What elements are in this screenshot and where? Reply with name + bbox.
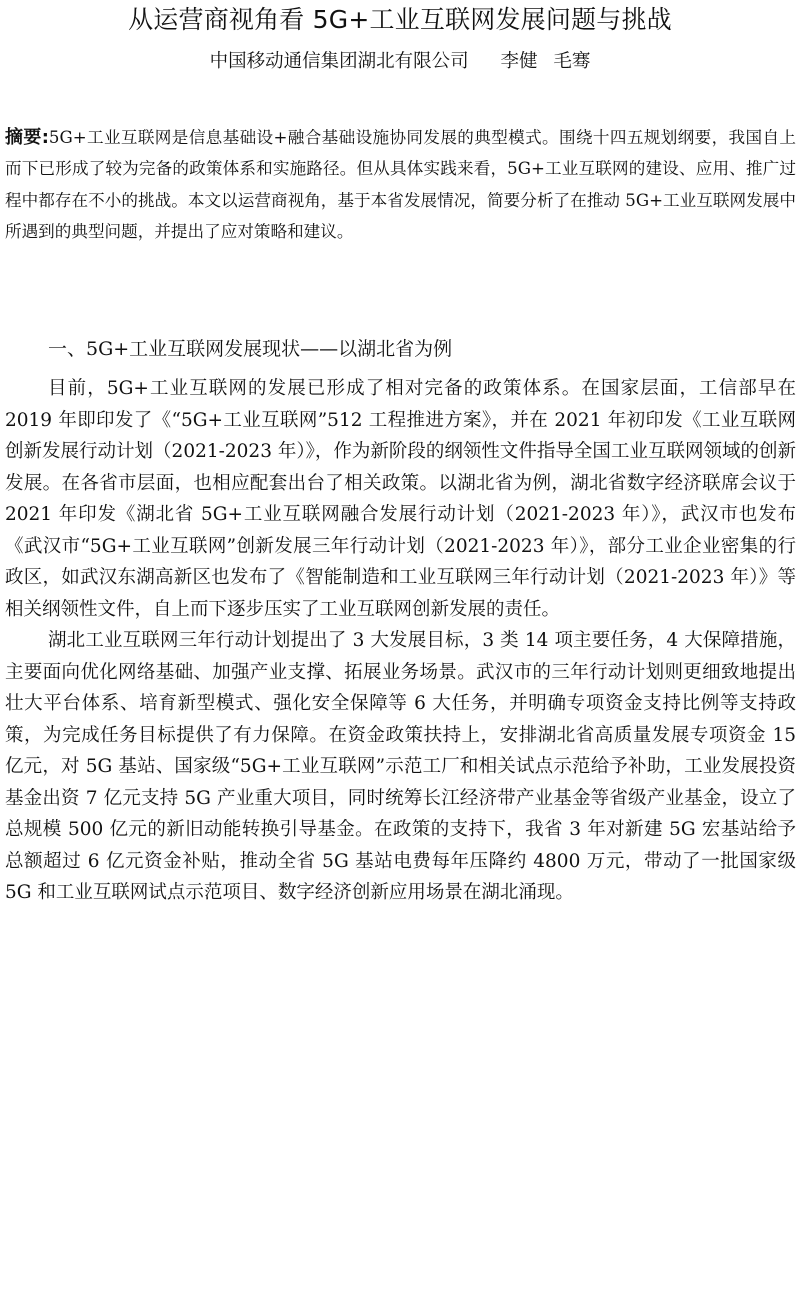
affiliation: 中国移动通信集团湖北有限公司 (209, 51, 469, 72)
paragraph: 目前，5G+工业互联网的发展已形成了相对完备的政策体系。在国家层面，工信部早在 2019 年即印发了《“5G+工业互联网”512 工程推进方案》，并在 2021 年初印发《工业互联网创新发展行动计划（2021-2023 年）》，作为新阶段的纲领性文件指导全国工业互联网领域的创新发展。在各省市层面，也相应配套出台了相关政策。以湖北省为例，湖北省数字经济联席会议于 2021 年印发《湖北省 5G+工业互联网融合发展行动计划（2021-2023 年）》，武汉市也发布《武汉市“5G+工业互联网”创新发展三年行动计划（2021-2023 年）》，部分工业企业密集的行政区，如武汉东湖高新区也发布了《智能制造和工业互联网三年行动计划（2021-2023 年）》等相关纲领性文件，自上而下逐步压实了工业互联网创新发展的责任。 (5, 378, 796, 620)
paragraph: 湖北工业互联网三年行动计划提出了 3 大发展目标，3 类 14 项主要任务，4 大保障措施，主要面向优化网络基础、加强产业支撑、拓展业务场景。武汉市的三年行动计划则更细致地提出壮大平台体系、培育新型模式、强化安全保障等 6 大任务，并明确专项资金支持比例等支持政策，为完成任务目标提供了有力保障。在资金政策扶持上，安排湖北省高质量发展专项资金 15 亿元，对 5G 基站、国家级“5G+工业互联网”示范工厂和相关试点示范给予补助，工业发展投资基金出资 7 亿元支持 5G 产业重大项目，同时统筹长江经济带产业基金等省级产业基金，设立了总规模 500 亿元的新旧动能转换引导基金。在政策的支持下，我省 3 年对新建 5G 宏基站给予总额超过 6 亿元资金补贴，推动全省 5G 基站电费每年压降约 4800 万元，带动了一批国家级 5G 和工业互联网试点示范项目、数字经济创新应用场景在湖北涌现。 (5, 630, 796, 903)
abstract (5, 122, 796, 248)
author-name: 李健 (500, 51, 538, 72)
abstract-text: 5G+工业互联网是信息基础设+融合基础设施协同发展的典型模式。围绕十四五规划纲要，我国自上而下已形成了较为完备的政策体系和实施路径。但从具体实践来看，5G+工业互联网的建设、应用、推广过程中都存在不小的挑战。本文以运营商视角，基于本省发展情况，简要分析了在推动 5G+工业互联网发展中所遇到的典型问题，并提出了应对策略和建议。 (5, 128, 796, 242)
section-body (5, 373, 796, 909)
paper-title: 从运营商视角看 5G+工业互联网发展问题与挑战 (128, 5, 672, 34)
author-name: 毛骞 (553, 51, 591, 72)
author-line (0, 49, 800, 75)
abstract-label: 摘要: (5, 127, 49, 148)
section-heading: 一、5G+工业互联网发展现状——以湖北省为例 (48, 338, 453, 360)
